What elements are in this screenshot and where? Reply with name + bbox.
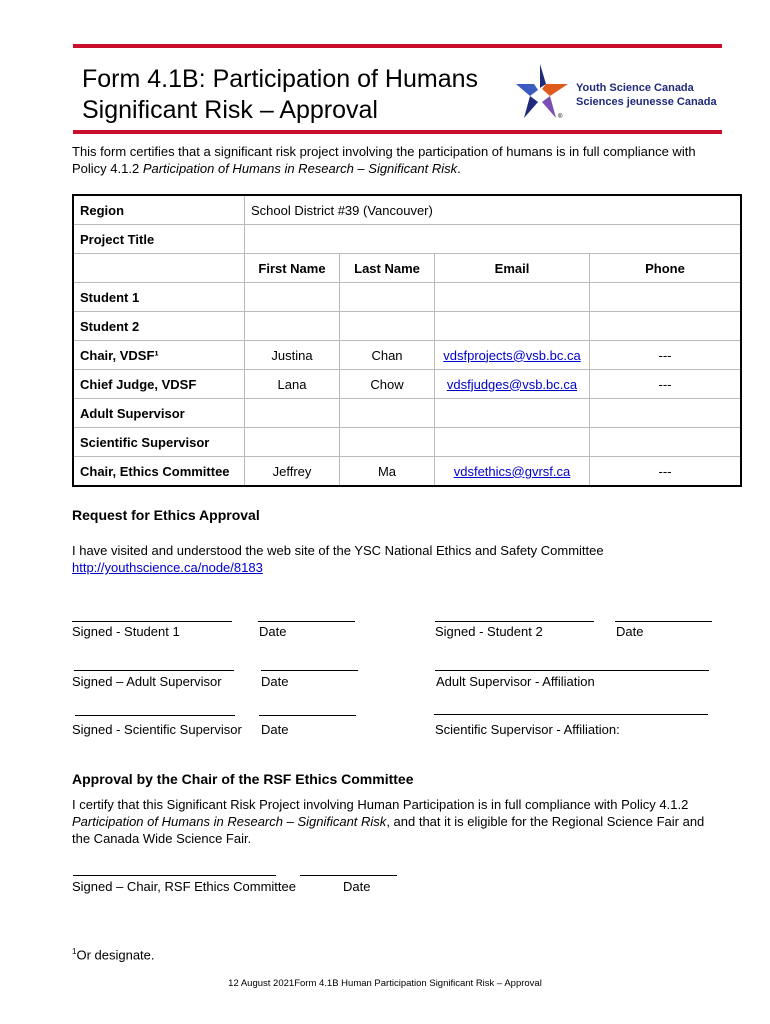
sig-date-label: Date xyxy=(616,624,644,639)
email-link[interactable]: vdsfethics@gvrsf.ca xyxy=(453,463,571,479)
table-row xyxy=(73,283,741,312)
top-rule xyxy=(73,44,722,48)
sig-date-label: Date xyxy=(261,674,289,689)
signature-line[interactable] xyxy=(434,714,708,715)
header-rule xyxy=(73,130,722,134)
sig-adult-affiliation-label: Adult Supervisor - Affiliation xyxy=(436,674,595,689)
ysc-ethics-link[interactable]: http://youthscience.ca/node/8183 xyxy=(72,560,263,575)
sig-chair-label: Signed – Chair, RSF Ethics Committee xyxy=(72,879,296,894)
col-phone: Phone xyxy=(590,254,742,283)
signature-line[interactable] xyxy=(258,621,355,622)
sig-scientific-affiliation-label: Scientific Supervisor - Affiliation: xyxy=(435,722,620,737)
signature-line[interactable] xyxy=(75,715,235,716)
page-footer: 12 August 2021Form 4.1B Human Participation Significant Risk – Approval xyxy=(228,978,542,989)
table-row xyxy=(73,399,741,428)
table-row xyxy=(73,312,741,341)
project-title-label: Project Title xyxy=(73,225,245,254)
sig-date-label: Date xyxy=(259,624,287,639)
signature-line[interactable] xyxy=(259,715,356,716)
row-label: Student 2 xyxy=(73,312,245,341)
logo-text-fr: Sciences jeunesse Canada xyxy=(576,96,717,108)
signature-line[interactable] xyxy=(261,670,358,671)
row-label: Student 1 xyxy=(73,283,245,312)
email-link[interactable]: vdsfjudges@vsb.bc.ca xyxy=(446,376,578,392)
table-header-row xyxy=(73,254,741,283)
sig-date-label: Date xyxy=(343,879,371,894)
table-row: Chief Judge, VDSF Lana Chow vdsfjudges@vsb.bc.ca --- xyxy=(73,370,741,399)
table-row xyxy=(73,428,741,457)
registered-mark: ® xyxy=(558,114,563,120)
request-heading: Request for Ethics Approval xyxy=(72,507,260,523)
sig-student1-label: Signed - Student 1 xyxy=(72,624,180,639)
footnote-marker: 1 xyxy=(72,947,77,956)
sig-date-label: Date xyxy=(261,722,289,737)
row-label: Chair, VDSF¹ xyxy=(73,341,245,370)
signature-line[interactable] xyxy=(72,621,232,622)
signature-line[interactable] xyxy=(435,670,709,671)
table-row: Chair, VDSF¹ Justina Chan vdsfprojects@vsb.bc.ca --- xyxy=(73,341,741,370)
ysc-logo xyxy=(516,62,716,126)
row-label: Scientific Supervisor xyxy=(73,428,245,457)
col-first-name: First Name xyxy=(245,254,340,283)
signature-line[interactable] xyxy=(615,621,712,622)
project-title-value[interactable] xyxy=(245,225,742,254)
signature-line[interactable] xyxy=(73,875,276,876)
region-value[interactable]: School District #39 (Vancouver) xyxy=(245,195,742,225)
approval-paragraph: I certify that this Significant Risk Project involving Human Participation is in full compliance with Policy 4.1.2 Participation of Humans in Research – Significant Risk, and that it is eligible for the Regional Science Fair and the Canada Wide Science Fair. xyxy=(72,797,705,846)
approval-heading: Approval by the Chair of the RSF Ethics Committee xyxy=(72,771,414,787)
signature-line[interactable] xyxy=(300,875,397,876)
star-logo-icon xyxy=(516,62,572,122)
email-link[interactable]: vdsfprojects@vsb.bc.ca xyxy=(443,347,581,363)
table-row xyxy=(73,195,741,225)
form-title: Form 4.1B: Participation of Humans Significant Risk – Approval xyxy=(82,65,478,124)
table-row xyxy=(73,225,741,254)
request-text: I have visited and understood the web site of the YSC National Ethics and Safety Committee xyxy=(72,543,604,558)
footnote: $^1$Or designate. xyxy=(72,947,155,963)
region-label: Region xyxy=(73,195,245,225)
signature-line[interactable] xyxy=(74,670,234,671)
sig-scientific-label: Signed - Scientific Supervisor xyxy=(72,722,242,737)
logo-text-en: Youth Science Canada xyxy=(576,82,694,94)
row-label: Chief Judge, VDSF xyxy=(73,370,245,399)
col-last-name: Last Name xyxy=(340,254,435,283)
col-email: Email xyxy=(435,254,590,283)
row-label: Chair, Ethics Committee xyxy=(73,457,245,487)
row-label: Adult Supervisor xyxy=(73,399,245,428)
sig-student2-label: Signed - Student 2 xyxy=(435,624,543,639)
signature-line[interactable] xyxy=(435,621,594,622)
participant-table xyxy=(72,194,742,487)
sig-adult-label: Signed – Adult Supervisor xyxy=(72,674,222,689)
intro-paragraph: This form certifies that a significant risk project involving the participation of humans is in full compliance with Policy 4.1.2 Participation of Humans in Research – Significant Risk. xyxy=(72,144,696,176)
table-row: Chair, Ethics Committee Jeffrey Ma vdsfethics@gvrsf.ca --- xyxy=(73,457,741,487)
